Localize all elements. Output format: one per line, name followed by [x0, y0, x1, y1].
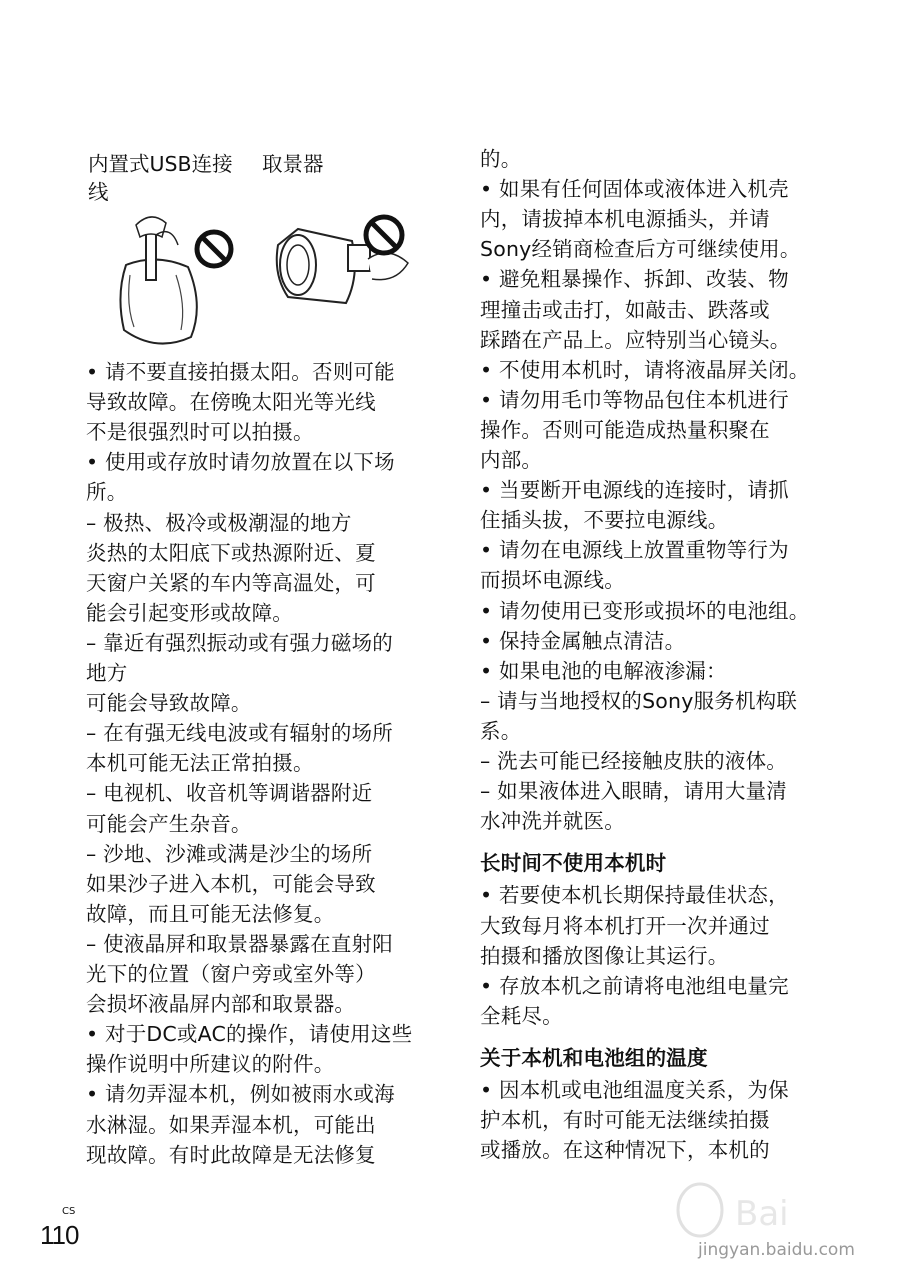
right-text-line: – 如果液体进入眼睛，请用大量清 — [480, 779, 787, 804]
left-text-line: 现故障。有时此故障是无法修复 — [86, 1142, 376, 1167]
right-text-line: • 避免粗暴操作、拆卸、改装、物 — [480, 267, 789, 292]
left-text-line: 能会引起变形或故障。 — [86, 600, 293, 625]
right-text-line: 理撞击或击打，如敲击、跌落或 — [480, 297, 770, 322]
left-text-line: 故障，而且可能无法修复。 — [86, 901, 335, 926]
right-text-line: Sony经销商检查后方可继续使用。 — [480, 237, 801, 262]
left-text-line: – 极热、极冷或极潮湿的地方 — [86, 510, 352, 535]
right-text-line: 全耗尽。 — [480, 1003, 563, 1028]
right-text-line: 系。 — [480, 718, 522, 743]
right-text-line: 内，请拔掉本机电源插头，并请 — [480, 207, 770, 232]
left-text-line: – 靠近有强烈振动或有强力磁场的 — [86, 630, 393, 655]
left-text-line: 可能会产生杂音。 — [86, 811, 252, 836]
right-text-line: 而损坏电源线。 — [480, 568, 625, 593]
right-text-line: 住插头拔，不要拉电源线。 — [480, 508, 729, 533]
left-text-line: • 使用或存放时请勿放置在以下场 — [86, 450, 395, 475]
right-text-line: • 如果有任何固体或液体进入机壳 — [480, 177, 789, 202]
page-language-code: CS — [62, 1206, 76, 1217]
left-text-line: 光下的位置（窗户旁或室外等） — [86, 962, 376, 986]
right-text-line: • 请勿用毛巾等物品包住本机进行 — [480, 387, 789, 412]
left-text-line: – 电视机、收音机等调谐器附近 — [86, 781, 373, 806]
prohibited-icon — [197, 232, 231, 266]
left-text-line: 所。 — [86, 480, 128, 505]
right-text-line: 拍摄和播放图像让其运行。 — [480, 943, 729, 968]
left-text-line: 地方 — [86, 661, 128, 685]
figure-label-usb-cont: 线 — [88, 180, 109, 204]
left-text-line: • 请不要直接拍摄太阳。否则可能 — [86, 360, 395, 384]
page-number: 110 — [40, 1220, 79, 1250]
left-text-line: • 对于DC或AC的操作，请使用这些 — [86, 1022, 413, 1047]
figure-label-finder: 取景器 — [262, 152, 324, 176]
right-text-line: • 不使用本机时，请将液晶屏关闭。 — [480, 357, 810, 382]
right-text-line: • 请勿使用已变形或损坏的电池组。 — [480, 598, 810, 623]
watermark-text: jingyan.baidu.com — [698, 1240, 855, 1260]
right-text-line: 水冲洗并就医。 — [480, 809, 625, 834]
figure-label-usb: 内置式USB连接 — [88, 152, 233, 176]
left-text-line: – 沙地、沙滩或满是沙尘的场所 — [86, 841, 373, 866]
left-text-line: 水淋湿。如果弄湿本机，可能出 — [86, 1112, 376, 1137]
left-text-line: 炎热的太阳底下或热源附近、夏 — [86, 540, 376, 565]
prohibited-icon — [366, 217, 402, 253]
section-heading: 长时间不使用本机时 — [480, 851, 667, 876]
left-text-line: – 使液晶屏和取景器暴露在直射阳 — [86, 931, 393, 956]
right-text-line: • 如果电池的电解液渗漏： — [480, 658, 727, 683]
right-text-line: • 当要断开电源线的连接时，请抓 — [480, 478, 789, 503]
right-text-line: 或播放。在这种情况下，本机的 — [480, 1138, 770, 1163]
left-text-line: 天窗户关紧的车内等高温处，可 — [86, 570, 376, 595]
right-text-line: • 因本机或电池组温度关系，为保 — [480, 1078, 789, 1102]
right-text-line: – 请与当地授权的Sony服务机构联 — [480, 688, 798, 713]
right-text-line: 操作。否则可能造成热量积聚在 — [480, 417, 770, 442]
right-text-line: 踩踏在产品上。应特别当心镜头。 — [480, 327, 791, 352]
left-text-line: • 请勿弄湿本机，例如被雨水或海 — [86, 1082, 395, 1107]
left-text-line: 会损坏液晶屏内部和取景器。 — [86, 992, 356, 1017]
right-text-line: 大致每月将本机打开一次并通过 — [480, 913, 770, 938]
right-text-line: • 请勿在电源线上放置重物等行为 — [480, 538, 789, 563]
usb-camera-illustration — [96, 205, 246, 355]
right-text-line: 的。 — [480, 147, 522, 171]
section-heading: 关于本机和电池组的温度 — [480, 1045, 708, 1070]
left-text-line: 操作说明中所建议的附件。 — [86, 1052, 335, 1077]
left-text-line: 如果沙子进入本机，可能会导致 — [86, 871, 376, 896]
left-text-line: 不是很强烈时可以拍摄。 — [86, 420, 314, 445]
svg-text:Bai: Bai — [735, 1194, 789, 1234]
left-text-line: – 在有强无线电波或有辐射的场所 — [86, 721, 393, 746]
right-text-line: – 洗去可能已经接触皮肤的液体。 — [480, 749, 787, 773]
right-text-line: 护本机，有时可能无法继续拍摄 — [480, 1108, 770, 1133]
left-text-line: 可能会导致故障。 — [86, 691, 252, 716]
right-text-line: • 保持金属触点清洁。 — [480, 628, 686, 653]
right-text-line: • 存放本机之前请将电池组电量完 — [480, 973, 789, 998]
left-text-line: 导致故障。在傍晚太阳光等光线 — [86, 390, 376, 415]
viewfinder-camera-illustration — [268, 205, 428, 315]
right-text-line: 内部。 — [480, 448, 543, 472]
left-text-line: 本机可能无法正常拍摄。 — [86, 751, 314, 776]
right-text-line: • 若要使本机长期保持最佳状态， — [480, 883, 789, 908]
